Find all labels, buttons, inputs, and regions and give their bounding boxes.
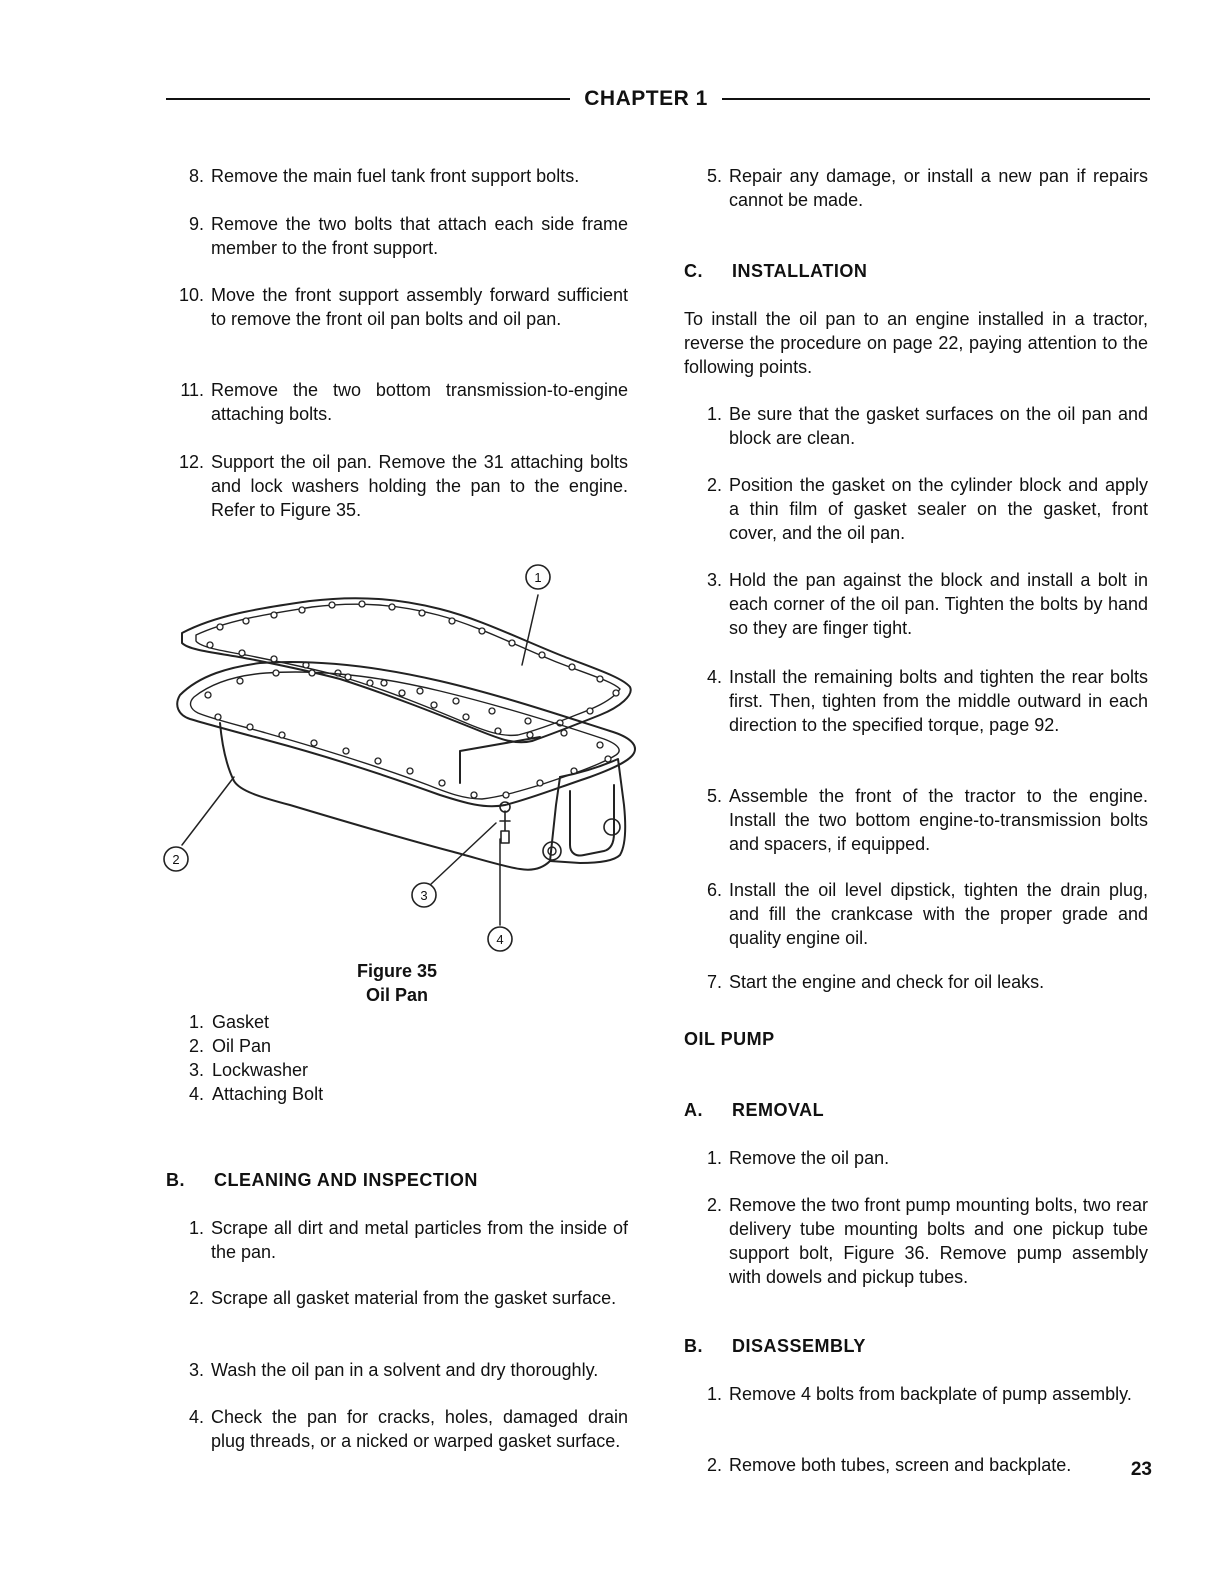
chapter-title: CHAPTER 1: [584, 87, 708, 110]
list-item: 1. Be sure that the gasket surfaces on the oil pan and block are clean.: [706, 404, 1148, 448]
list-item: 12. Support the oil pan. Remove the 31 attaching bolts and lock washers holding the pan to the engine. Refer to Figure 35.: [178, 452, 628, 520]
legend-item: 2. Oil Pan: [188, 1036, 272, 1056]
list-item: 1. Remove the oil pan.: [706, 1148, 890, 1168]
list-item: 3. Wash the oil pan in a solvent and dry thoroughly.: [188, 1360, 599, 1380]
list-item: 2. Position the gasket on the cylinder block and apply a thin film of gasket sealer on the gasket, front cover, and the oil pan.: [706, 475, 1148, 543]
leader-lines: [182, 595, 538, 925]
callout-3-label: 3: [420, 888, 428, 903]
list-item: 11. Remove the two bottom transmission-to-engine attaching bolts.: [180, 380, 628, 424]
gasket-illustration: [182, 598, 631, 742]
legend-item: 4. Attaching Bolt: [188, 1084, 324, 1104]
figure-caption-title: Oil Pan: [365, 985, 428, 1005]
list-item: 4. Install the remaining bolts and tighten the rear bolts first. Then, tighten from the middle outward in each direction to the specified torque, page 92.: [706, 667, 1148, 735]
list-item: 3. Hold the pan against the block and install a bolt in each corner of the oil pan. Tighten the bolts by hand so they are finger tight.: [706, 570, 1148, 638]
header-rule-right: [722, 98, 1150, 100]
callouts: [164, 565, 550, 951]
list-item: 2. Remove the two front pump mounting bolts, two rear delivery tube mounting bolts and one pickup tube support bolt, Figure 36. Remove pump assembly with dowels and pickup tubes.: [706, 1195, 1148, 1287]
list-item: 7. Start the engine and check for oil leaks.: [706, 972, 1045, 992]
callout-1-label: 1: [534, 570, 542, 585]
list-item: 5. Repair any damage, or install a new pan if repairs cannot be made.: [706, 166, 1148, 210]
list-item: 5. Assemble the front of the tractor to the engine. Install the two bottom engine-to-transmission bolts and spacers, if equipped.: [706, 786, 1148, 854]
list-item: 1. Remove 4 bolts from backplate of pump assembly.: [706, 1384, 1132, 1404]
list-item: 10. Move the front support assembly forward sufficient to remove the front oil pan bolts and oil pan.: [178, 285, 628, 329]
header-rule-left: [166, 98, 570, 100]
list-item: 2. Remove both tubes, screen and backplate.: [706, 1455, 1072, 1475]
callout-2-label: 2: [172, 852, 180, 867]
oil-pan-figure: [160, 555, 650, 965]
legend-item: 1. Gasket: [188, 1012, 270, 1032]
gasket-bolt-holes: [207, 601, 619, 738]
figure-caption-number: Figure 35: [356, 961, 438, 981]
list-item: 8. Remove the main fuel tank front support bolts.: [188, 166, 580, 186]
legend-item: 3. Lockwasher: [188, 1060, 309, 1080]
callout-4-label: 4: [496, 932, 504, 947]
oil-pump-heading: OIL PUMP: [684, 1029, 775, 1049]
list-item: 4. Check the pan for cracks, holes, damaged drain plug threads, or a nicked or warped gasket surface.: [188, 1407, 628, 1451]
figure-legend: [166, 1010, 466, 1106]
page-number: 23: [1130, 1459, 1152, 1480]
list-item: 2. Scrape all gasket material from the gasket surface.: [188, 1288, 617, 1308]
list-item: 1. Scrape all dirt and metal particles from the inside of the pan.: [188, 1218, 628, 1262]
oil-pan-illustration: [177, 662, 635, 870]
list-item: 9. Remove the two bolts that attach each side frame member to the front support.: [188, 214, 628, 258]
list-item: 6. Install the oil level dipstick, tighten the drain plug, and fill the crankcase with the proper grade and quality engine oil.: [706, 880, 1148, 948]
chapter-header: [166, 84, 1150, 114]
intro-paragraph: To install the oil pan to an engine installed in a tractor, reverse the procedure on page 22, paying attention to the following points.: [684, 309, 1148, 377]
